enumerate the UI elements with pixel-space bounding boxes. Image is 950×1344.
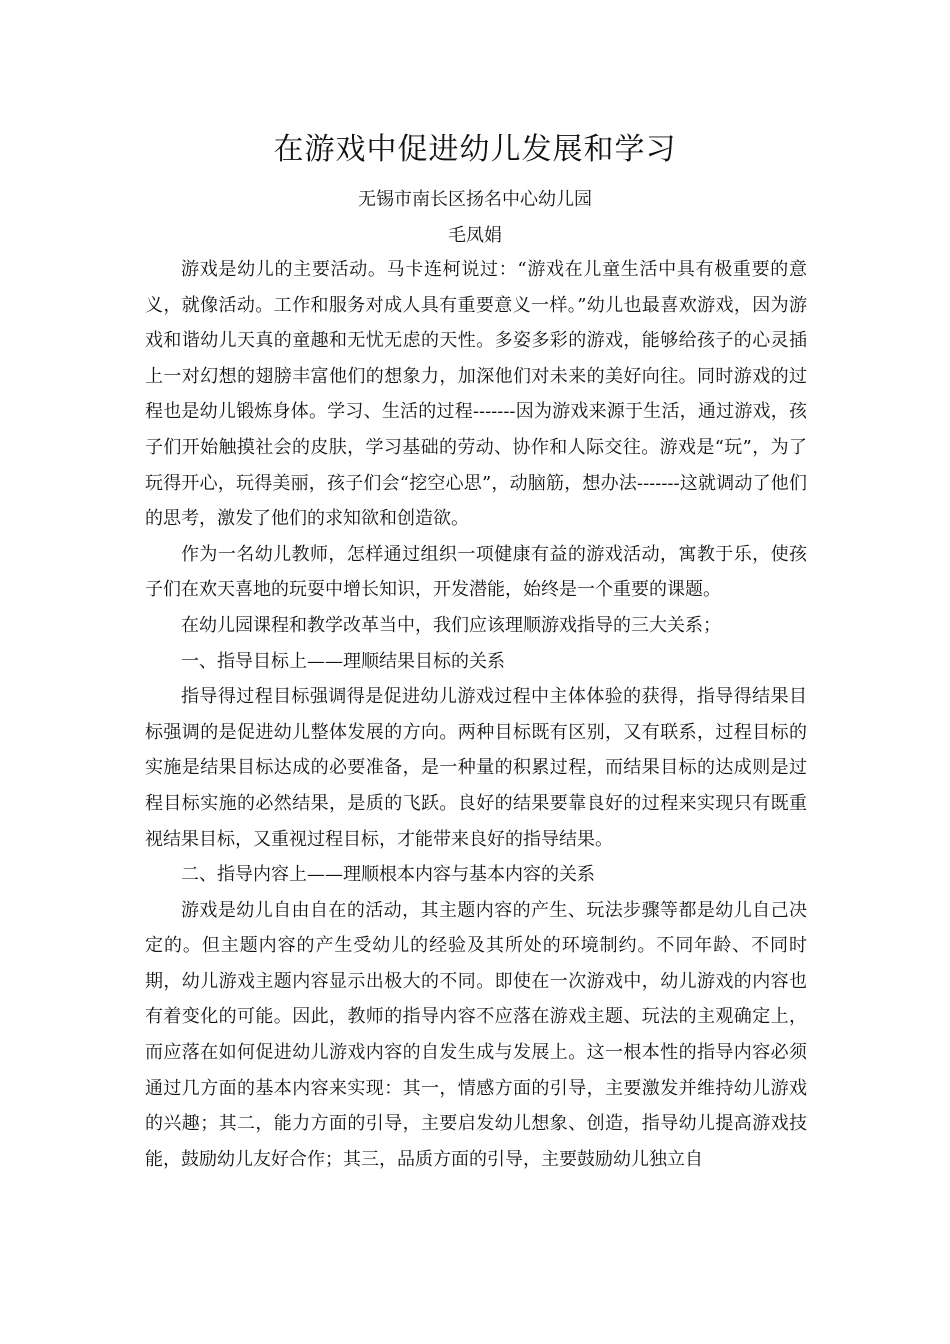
section-heading: 一、指导目标上——理顺结果目标的关系 xyxy=(181,650,505,672)
author-name: 毛凤娟 xyxy=(448,225,502,246)
section-heading: 二、指导内容上——理顺根本内容与基本内容的关系 xyxy=(181,864,595,886)
body-paragraph: 作为一名幼儿教师，怎样通过组织一项健康有益的游戏活动，寓教于乐，使孩子们在欢天喜地的玩耍中增长知识，开发潜能，始终是一个重要的课题。 xyxy=(145,543,807,601)
document-body xyxy=(145,252,807,1177)
body-paragraph: 游戏是幼儿自由自在的活动，其主题内容的产生、玩法步骤等都是幼儿自己决定的。但主题内容的产生受幼儿的经验及其所处的环境制约。不同年龄、不同时期，幼儿游戏主题内容显示出极大的不同。即使在一次游戏中，幼儿游戏的内容也有着变化的可能。因此，教师的指导内容不应落在游戏主题、玩法的主观确定上，而应落在如何促进幼儿游戏内容的自发生成与发展上。这一根本性的指导内容必须通过几方面的基本内容来实现：其一，情感方面的引导，主要激发并维持幼儿游戏的兴趣；其二，能力方面的引导，主要启发幼儿想象、创造，指导幼儿提高游戏技能，鼓励幼儿友好合作；其三，品质方面的引导，主要鼓励幼儿独立自 xyxy=(145,899,807,1170)
body-paragraph: 指导得过程目标强调得是促进幼儿游戏过程中主体体验的获得，指导得结果目标强调的是促进幼儿整体发展的方向。两种目标既有区别，又有联系，过程目标的实施是结果目标达成的必要准备，是一种量的积累过程，而结果目标的达成则是过程目标实施的必然结果，是质的飞跃。良好的结果要靠良好的过程来实现只有既重视结果目标，又重视过程目标，才能带来良好的指导结果。 xyxy=(145,686,807,850)
body-paragraph: 游戏是幼儿的主要活动。马卡连柯说过：“游戏在儿童生活中具有极重要的意义，就像活动。工作和服务对成人具有重要意义一样。”幼儿也最喜欢游戏，因为游戏和谐幼儿天真的童趣和无忧无虑的天性。多姿多彩的游戏，能够给孩子的心灵插上一对幻想的翅膀丰富他们的想象力，加深他们对未来的美好向往。同时游戏的过程也是幼儿锻炼身体。学习、生活的过程-------因为游戏来源于生活，通过游戏，孩子们开始触摸社会的皮肤，学习基础的劳动、协作和人际交往。游戏是“玩”，为了玩得开心，玩得美丽，孩子们会“挖空心思”，动脑筋，想办法-------这就调动了他们的思考，激发了他们的求知欲和创造欲。 xyxy=(145,259,807,530)
body-paragraph: 在幼儿园课程和教学改革当中，我们应该理顺游戏指导的三大关系； xyxy=(181,614,721,636)
document-title: 在游戏中促进幼儿发展和学习 xyxy=(273,132,677,167)
author-affiliation: 无锡市南长区扬名中心幼儿园 xyxy=(358,189,592,210)
